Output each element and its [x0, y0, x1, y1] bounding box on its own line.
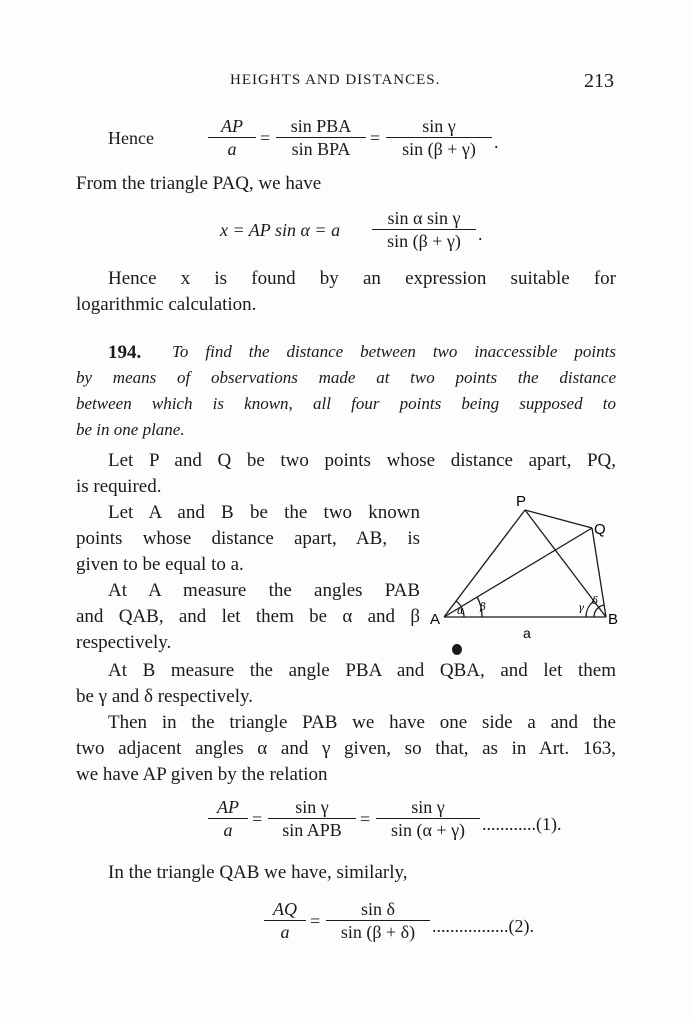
body-line-11: Then in the triangle PAB we have one side a and the	[108, 712, 616, 733]
body-line-9: At B measure the angle PBA and QBA, and let them	[108, 660, 616, 681]
article-heading-line-2: by means of observations made at two points the distance	[76, 368, 616, 387]
eq4-fraction-sin-delta: sin δ sin (β + δ)	[326, 898, 430, 943]
body-line-10: be γ and δ respectively.	[76, 686, 254, 707]
label-alpha: α	[457, 606, 464, 617]
body-line-2: is required.	[76, 476, 162, 497]
body-line-4: points whose distance apart, AB, is	[76, 528, 420, 549]
eq3-equals-2: =	[360, 809, 371, 829]
running-header: HEIGHTS AND DISTANCES.	[230, 72, 441, 88]
label-a: A	[430, 611, 441, 628]
eq3-fraction-sin-alpha-gamma: sin γ sin (α + γ)	[376, 796, 480, 841]
label-q: Q	[594, 521, 606, 538]
line-aq	[444, 528, 592, 617]
label-gamma: γ	[578, 603, 584, 614]
eq4-tag: .................(2).	[432, 916, 534, 936]
body-line-6: At A measure the angles PAB	[108, 580, 420, 601]
body-line-8: respectively.	[76, 632, 172, 653]
eq1-equals-2: =	[370, 128, 381, 148]
eq2-period: .	[478, 224, 483, 244]
eq2-fraction: sin α sin γ sin (β + γ)	[372, 207, 476, 252]
eq1-equals-1: =	[260, 128, 271, 148]
ink-blot	[452, 644, 462, 655]
text-triangle-qab: In the triangle QAB we have, similarly,	[108, 862, 408, 883]
eq1-fraction-ap-a: AP a	[208, 115, 256, 160]
eq3-fraction-sin-apb: sin γ sin APB	[268, 796, 356, 841]
text-logarithmic: logarithmic calculation.	[76, 294, 257, 315]
label-beta: β	[480, 602, 486, 613]
label-delta: δ	[592, 596, 599, 607]
eq3-equals-1: =	[252, 809, 263, 829]
text-hence-x: Hence x is found by an expression suitable for	[108, 268, 616, 289]
line-pq	[525, 510, 592, 528]
body-line-7: and QAB, and let them be α and β	[76, 606, 420, 627]
page-number: 213	[584, 70, 614, 92]
eq1-fraction-sin-gamma: sin γ sin (β + γ)	[386, 115, 492, 160]
article-number: 194.	[108, 342, 142, 363]
article-heading-line-1: To find the distance between two inaccessible points	[172, 342, 616, 361]
article-heading-line-3: between which is known, all four points being supposed to	[76, 394, 616, 413]
body-line-13: we have AP given by the relation	[76, 764, 328, 785]
eq1-lead: Hence	[108, 128, 154, 148]
text-triangle-paq: From the triangle PAQ, we have	[76, 173, 322, 194]
article-heading-line-4: be in one plane.	[76, 420, 185, 439]
label-p: P	[516, 493, 527, 510]
eq1-fraction-sin-pba: sin PBA sin BPA	[276, 115, 366, 160]
body-line-12: two adjacent angles α and γ given, so that, as in Art. 163,	[76, 738, 616, 759]
body-line-1: Let P and Q be two points whose distance apart, PQ,	[108, 450, 616, 471]
eq2-left: x = AP sin α = a	[220, 220, 341, 240]
body-line-5: given to be equal to a.	[76, 554, 244, 575]
eq4-fraction-aq-a: AQ a	[264, 898, 306, 943]
body-line-3: Let A and B be the two known	[108, 502, 420, 523]
eq4-equals: =	[310, 911, 321, 931]
eq3-tag: ............(1).	[482, 814, 562, 834]
eq1-period: .	[494, 132, 499, 152]
label-b: B	[608, 611, 619, 628]
label-side-a: a	[523, 625, 531, 641]
geometry-figure	[430, 490, 630, 650]
eq3-fraction-ap-a: AP a	[208, 796, 248, 841]
